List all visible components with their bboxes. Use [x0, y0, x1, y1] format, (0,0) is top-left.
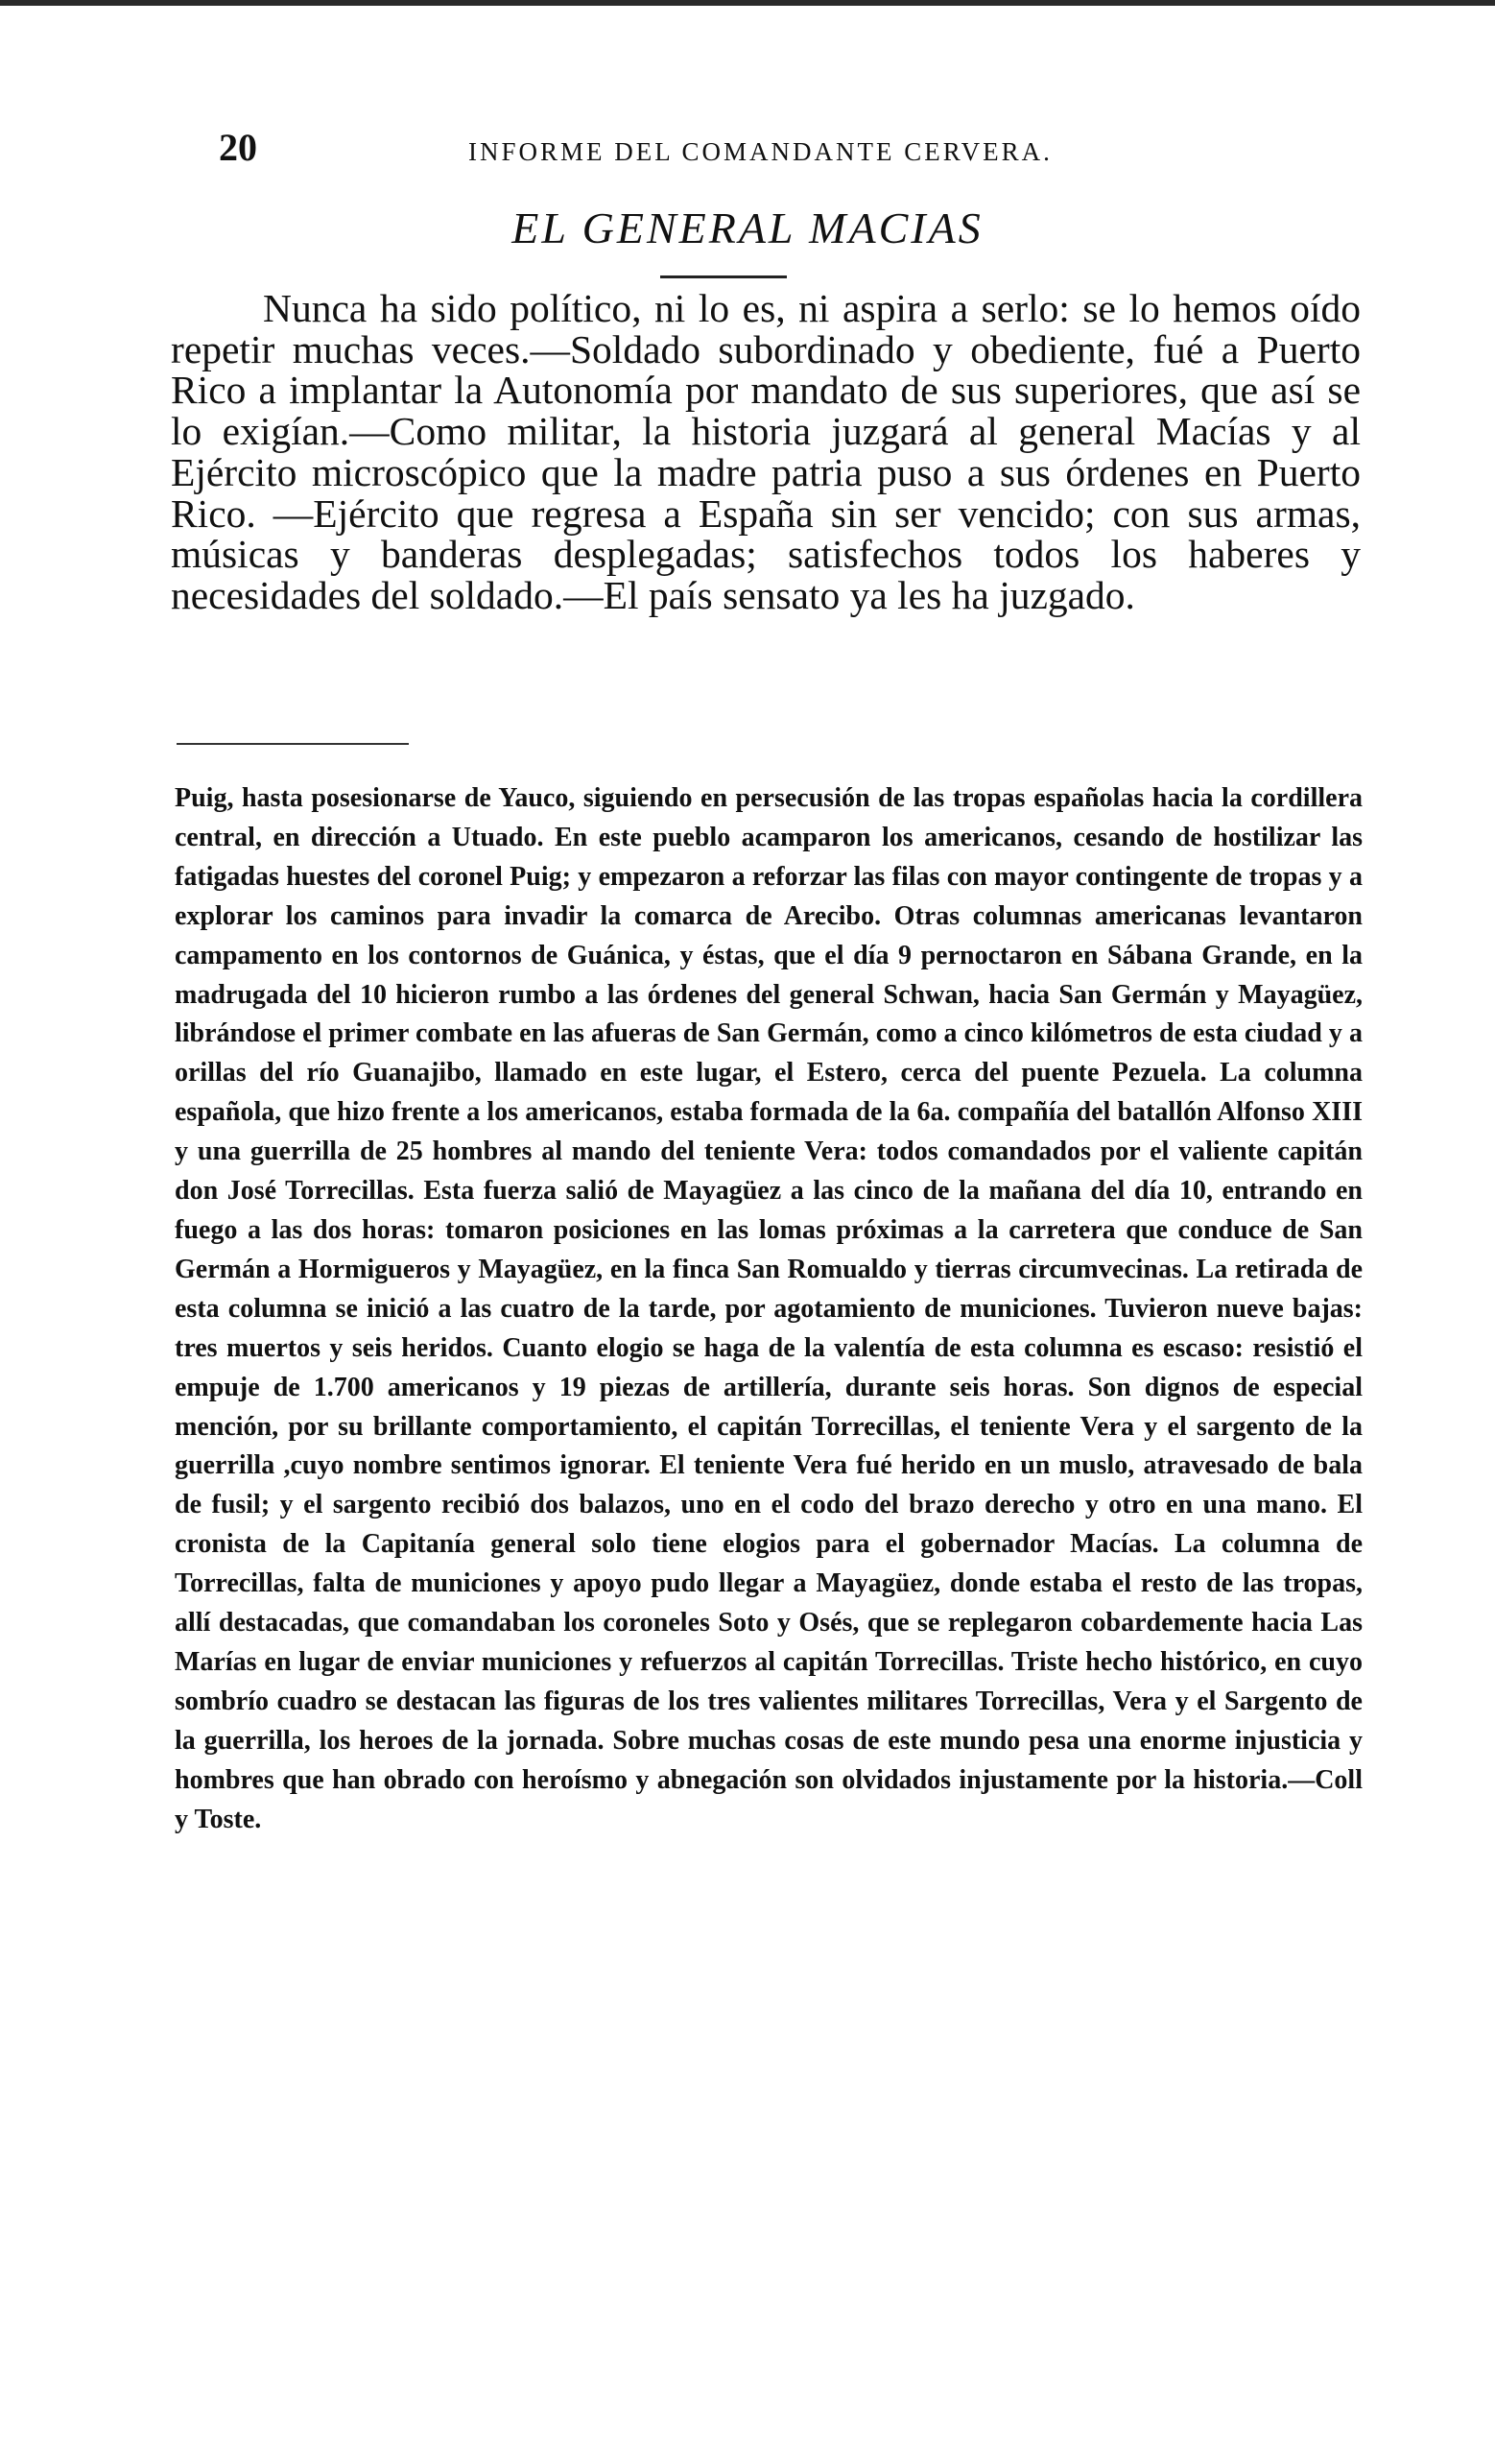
main-paragraph: Nunca ha sido político, ni lo es, ni aspira a serlo: se lo hemos oído repetir muchas veces.—Soldado subordinado y obediente, fué a Puerto Rico a implantar la Autonomía por mandato de sus superiores, que así se lo exigían.—Como militar, la historia juzgará al general Macías y al Ejército microscópico que la madre patria puso a sus órdenes en Puerto Rico. —Ejército que regresa a España sin ser vencido; con sus armas, músicas y banderas desplegadas; satisfechos todos los haberes y necesidades del soldado.—El país sensato ya les ha juzgado.	[171, 286, 1361, 617]
running-head: INFORME DEL COMANDANTE CERVERA.	[468, 137, 1053, 166]
section-title: EL GENERAL MACIAS	[511, 203, 984, 252]
page-header	[219, 125, 1361, 182]
footnote-separator-rule	[177, 743, 409, 745]
top-border-rule	[0, 0, 1495, 6]
title-underline-rule	[660, 275, 787, 278]
page-number: 20	[219, 126, 257, 169]
footnote-paragraph: Puig, hasta posesionarse de Yauco, siguiendo en persecusión de las tropas españolas hacia la cordillera central, en dirección a Utuado. En este pueblo acamparon los americanos, cesando de hostilizar las fatigadas huestes del coronel Puig; y empezaron a reforzar las filas con mayor contingente de tropas y a explorar los caminos para invadir la comarca de Arecibo. Otras columnas americanas levantaron campamento en los contornos de Guánica, y éstas, que el día 9 pernoctaron en Sábana Grande, en la madrugada del 10 hicieron rumbo a las órdenes del general Schwan, hacia San Germán y Mayagüez, librándose el primer combate en las afueras de San Germán, como a cinco kilómetros de esta ciudad y a orillas del río Guanajibo, llamado en este lugar, el Estero, cerca del puente Pezuela. La columna española, que hizo frente a los americanos, estaba formada de la 6a. compañía del batallón Alfonso XIII y una guerrilla de 25 hombres al mando del teniente Vera: todos comandados por el valiente capitán don José Torrecillas. Esta fuerza salió de Mayagüez a las cinco de la mañana del día 10, entrando en fuego a las dos horas: tomaron posiciones en las lomas próximas a la carretera que conduce de San Germán a Hormigueros y Mayagüez, en la finca San Romualdo y tierras circumvecinas. La retirada de esta columna se inició a las cuatro de la tarde, por agotamiento de municiones. Tuvieron nueve bajas: tres muertos y seis heridos. Cuanto elogio se haga de la valentía de esta columna es escaso: resistió el empuje de 1.700 americanos y 19 piezas de artillería, durante seis horas. Son dignos de especial mención, por su brillante comportamiento, el capitán Torrecillas, el teniente Vera y el sargento de la guerrilla ,cuyo nombre sentimos ignorar. El teniente Vera fué herido en un muslo, atravesado de bala de fusil; y el sargento recibió dos balazos, uno en el codo del brazo derecho y otro en una mano. El cronista de la Capitanía general solo tiene elogios para el gobernador Macías. La columna de Torrecillas, falta de municiones y apoyo pudo llegar a Mayagüez, donde estaba el resto de las tropas, allí destacadas, que comandaban los coroneles Soto y Osés, que se replegaron cobardemente hacia Las Marías en lugar de enviar municiones y refuerzos al capitán Torrecillas. Triste hecho histórico, en cuyo sombrío cuadro se destacan las figuras de los tres valientes militares Torrecillas, Vera y el Sargento de la guerrilla, los heroes de la jornada. Sobre muchas cosas de este mundo pesa una enorme injusticia y hombres que han obrado con heroísmo y abnegación son olvidados injustamente por la historia.—Coll y Toste.	[175, 783, 1363, 1834]
